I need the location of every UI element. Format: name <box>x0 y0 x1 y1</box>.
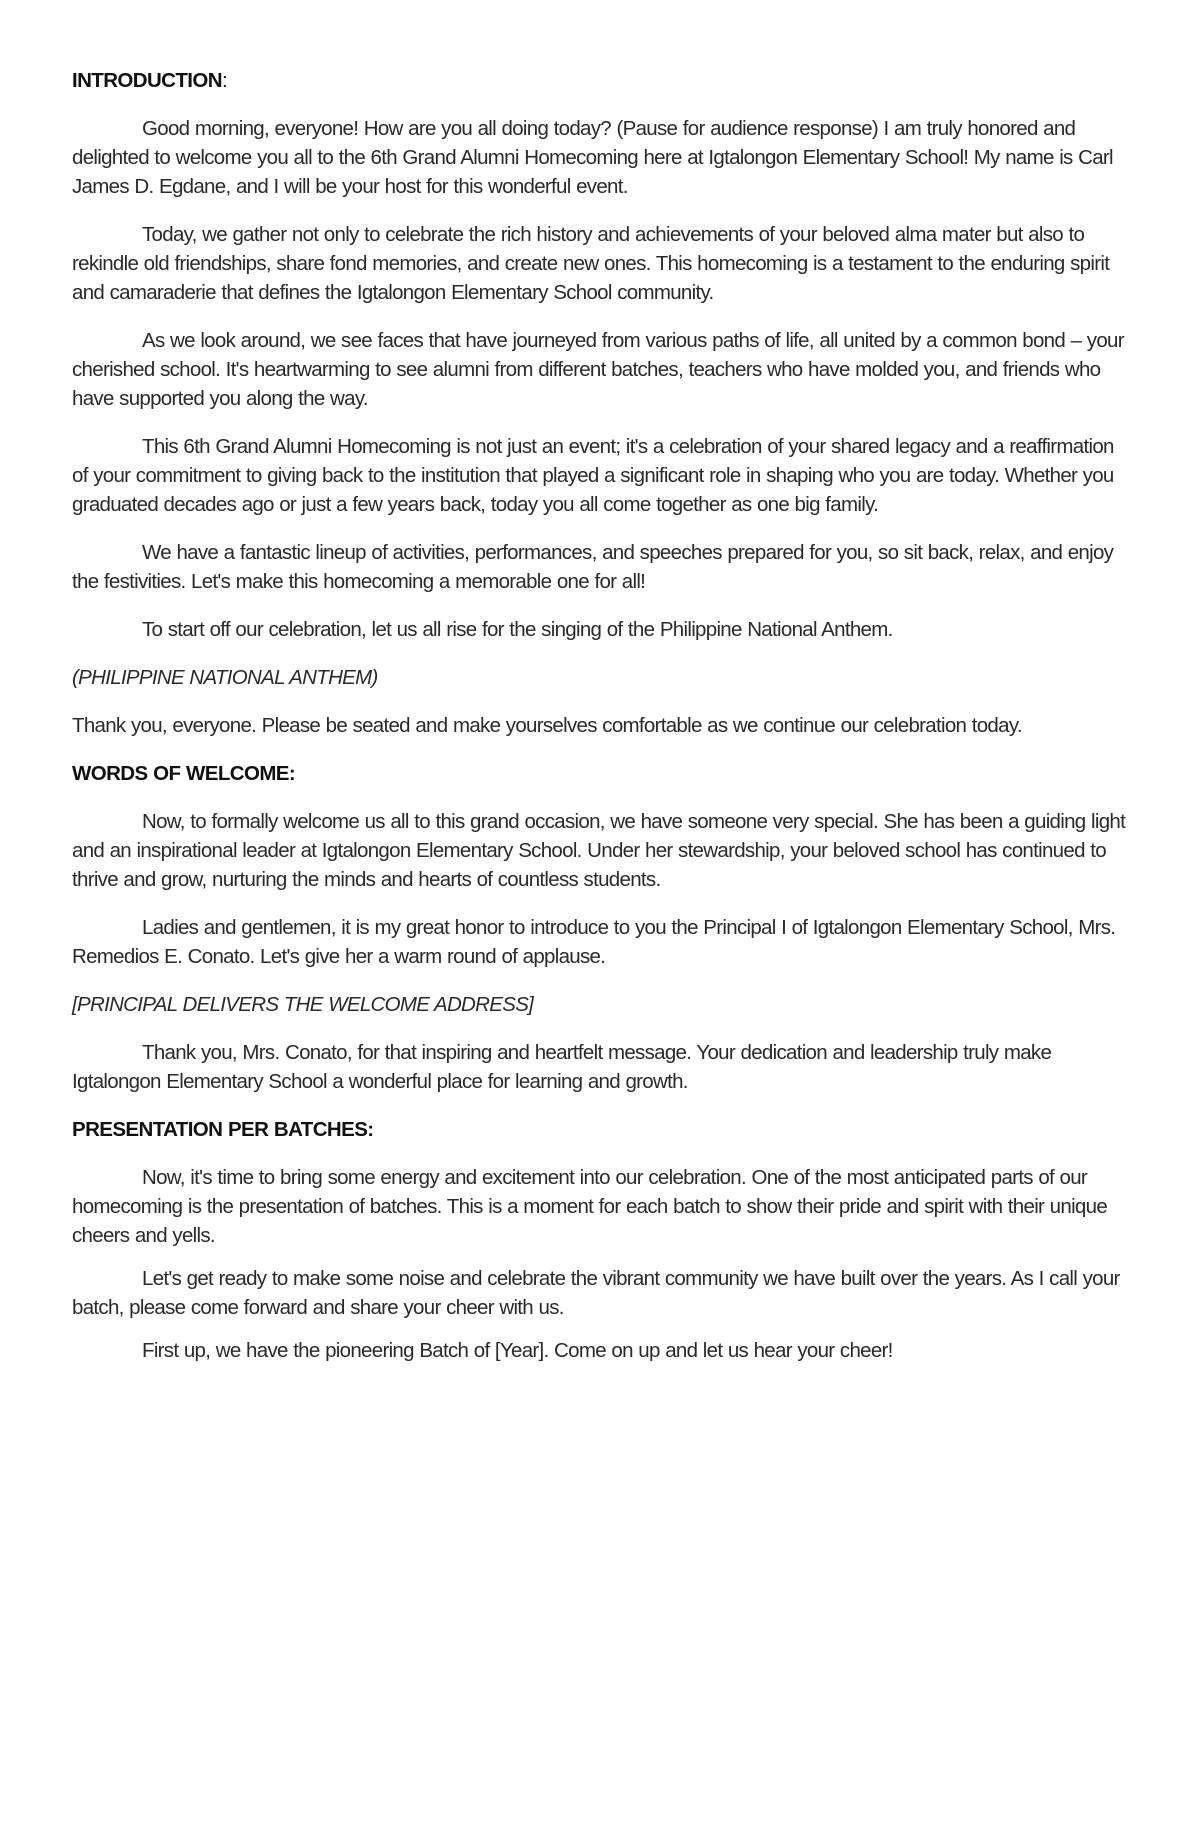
presentation-per-batches-heading: PRESENTATION PER BATCHES: <box>72 1118 374 1141</box>
welcome-paragraph-3: Thank you, Mrs. Conato, for that inspiring and heartfelt message. Your dedication and leadership truly make Igtalongon Elementary School a wonderful place for learning and growth. <box>72 1041 1052 1093</box>
batches-paragraph-3: First up, we have the pioneering Batch of [Year]. Come on up and let us hear your cheer! <box>142 1339 893 1362</box>
introduction-paragraph-3: As we look around, we see faces that have journeyed from various paths of life, all united by a common bond – your cherished school. It's heartwarming to see alumni from different batches, teachers who have molded you, and friends who have supported you along the way. <box>72 329 1124 410</box>
batches-paragraph-1: Now, it's time to bring some energy and excitement into our celebration. One of the most anticipated parts of our homecoming is the presentation of batches. This is a moment for each batch to show their pride and spirit with their unique cheers and yells. <box>72 1166 1108 1247</box>
document-page <box>72 66 1132 1379</box>
introduction-paragraph-4: This 6th Grand Alumni Homecoming is not just an event; it's a celebration of your shared legacy and a reaffirmation of your commitment to giving back to the institution that played a significant role in shaping who you are today. Whether you graduated decades ago or just a few years back, today you all come together as one big family. <box>72 435 1114 516</box>
batches-paragraph-2: Let's get ready to make some noise and celebrate the vibrant community we have built over the years. As I call your batch, please come forward and share your cheer with us. <box>72 1267 1120 1319</box>
introduction-paragraph-1: Good morning, everyone! How are you all doing today? (Pause for audience response) I am truly honored and delighted to welcome you all to the 6th Grand Alumni Homecoming here at Igtalongon Elementary School! My name is Carl James D. Egdane, and I will be your host for this wonderful event. <box>72 117 1113 198</box>
welcome-paragraph-1: Now, to formally welcome us all to this grand occasion, we have someone very special. She has been a guiding light and an inspirational leader at Igtalongon Elementary School. Under her stewardship, your beloved school has continued to thrive and grow, nurturing the minds and hearts of countless students. <box>72 810 1126 891</box>
anthem-stage-cue: (PHILIPPINE NATIONAL ANTHEM) <box>72 666 378 689</box>
introduction-heading-colon: : <box>221 69 228 92</box>
words-of-welcome-heading: WORDS OF WELCOME: <box>72 762 296 785</box>
introduction-paragraph-5: We have a fantastic lineup of activities, performances, and speeches prepared for you, so sit back, relax, and enjoy the festivities. Let's make this homecoming a memorable one for all! <box>72 541 1114 593</box>
introduction-paragraph-6: To start off our celebration, let us all rise for the singing of the Philippine National Anthem. <box>142 618 893 641</box>
introduction-heading-text: INTRODUCTION <box>72 69 222 92</box>
after-anthem-paragraph: Thank you, everyone. Please be seated and make yourselves comfortable as we continue our celebration today. <box>72 714 1022 737</box>
introduction-paragraph-2: Today, we gather not only to celebrate the rich history and achievements of your beloved alma mater but also to rekindle old friendships, share fond memories, and create new ones. This homecoming is a testament to the enduring spirit and camaraderie that defines the Igtalongon Elementary School community. <box>72 223 1110 304</box>
introduction-heading <box>72 66 1132 95</box>
principal-stage-cue: [PRINCIPAL DELIVERS THE WELCOME ADDRESS] <box>72 993 534 1016</box>
welcome-paragraph-2: Ladies and gentlemen, it is my great honor to introduce to you the Principal I of Igtalongon Elementary School, Mrs. Remedios E. Conato. Let's give her a warm round of applause. <box>72 916 1116 968</box>
